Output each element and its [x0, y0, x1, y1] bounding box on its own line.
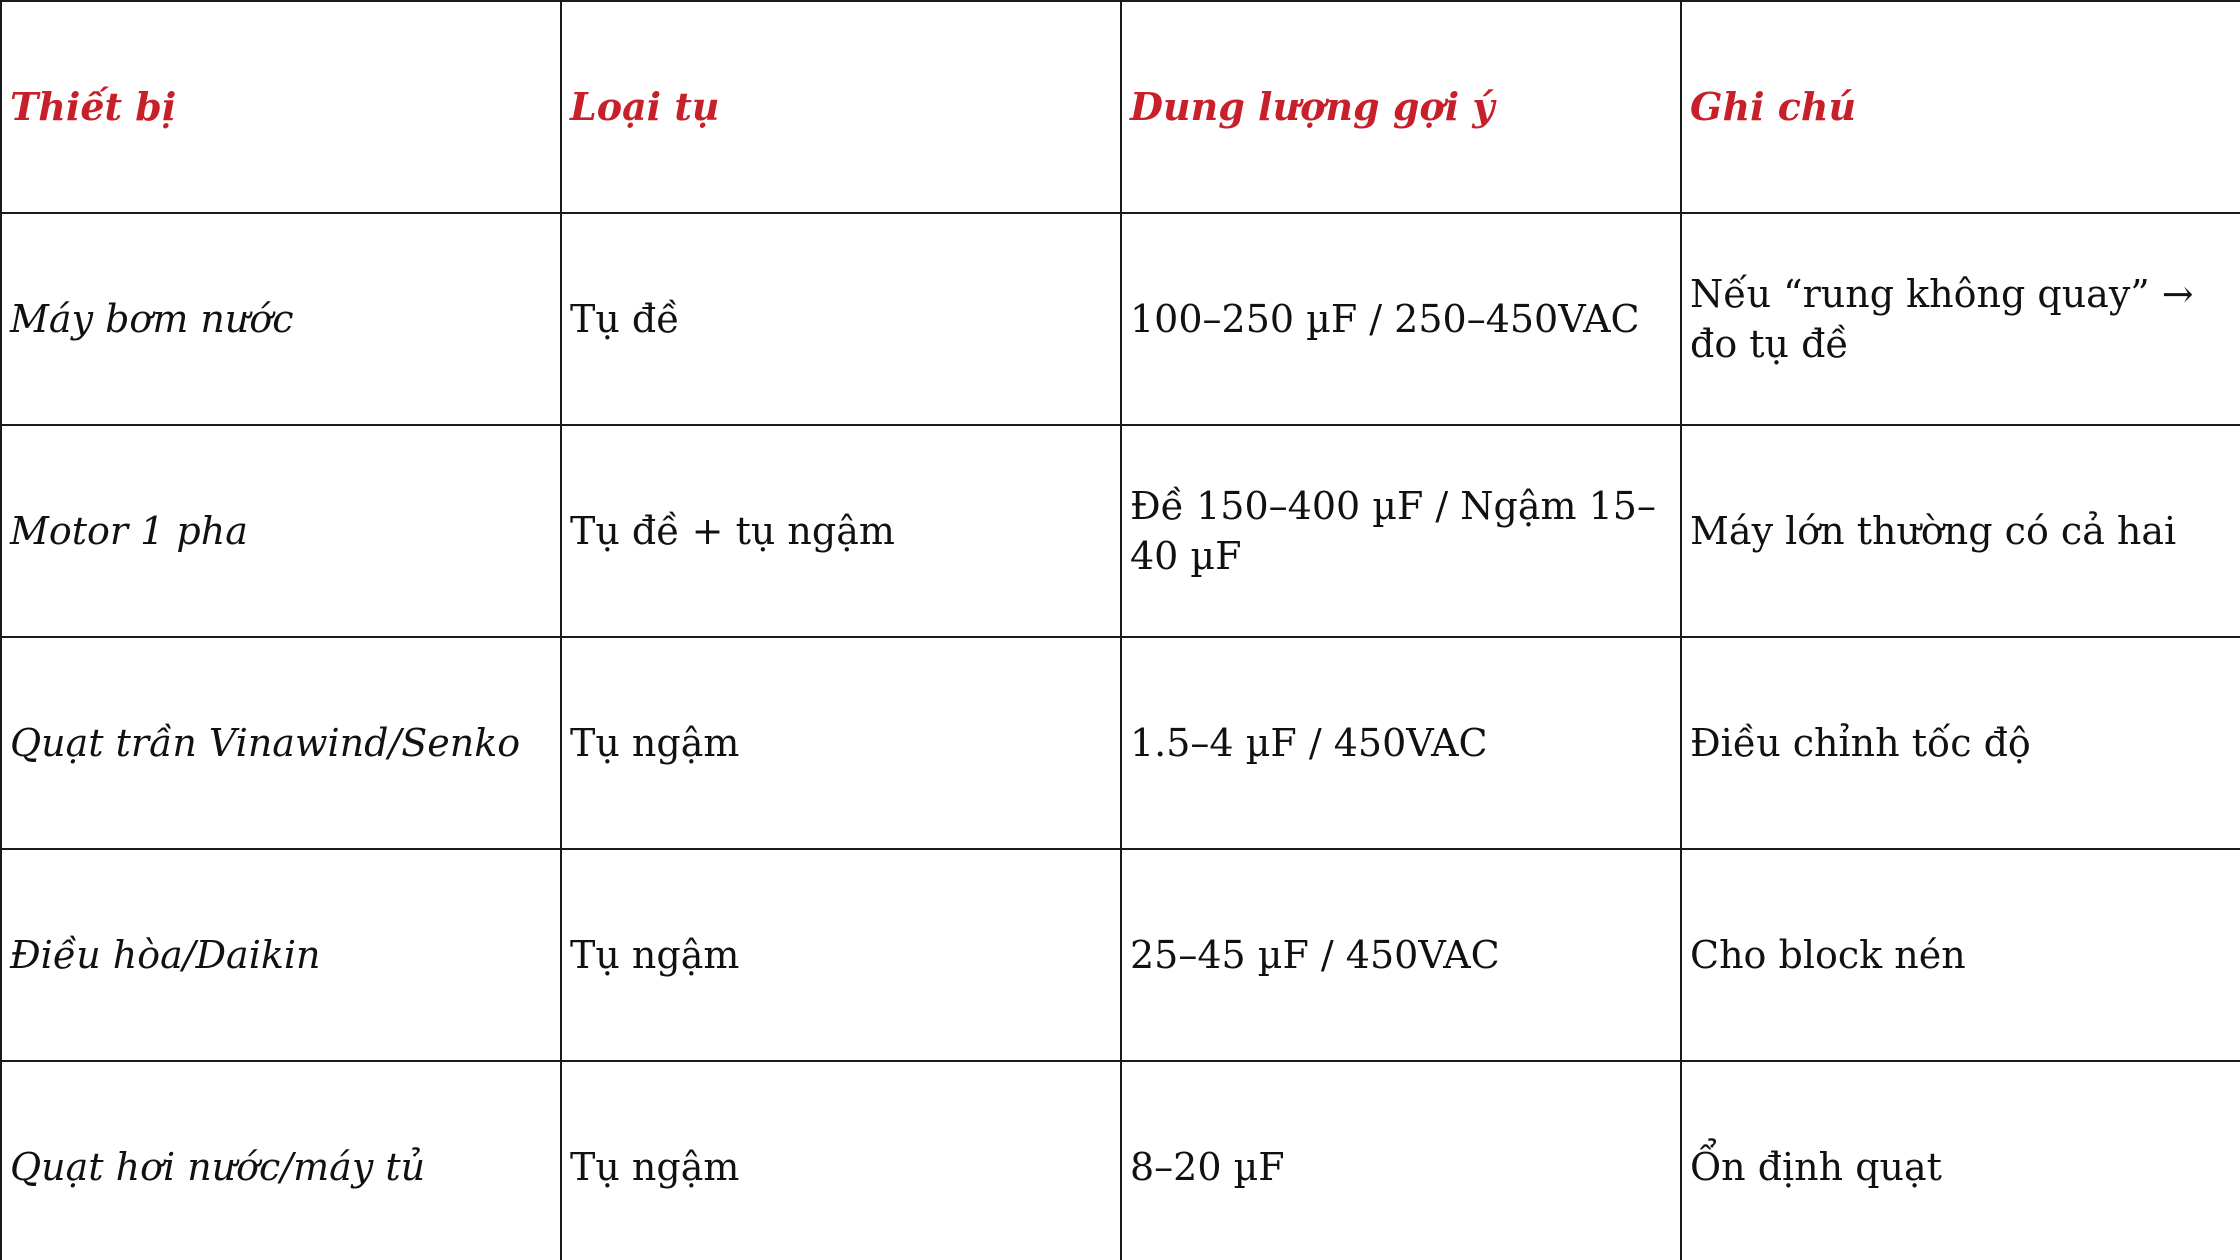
table-row: [1, 637, 2240, 849]
table-row: [1, 849, 2240, 1061]
device-cell: Máy bơm nước: [1, 213, 561, 425]
header-device: Thiết bị: [1, 1, 561, 213]
notes-cell: Cho block nén: [1681, 849, 2240, 1061]
table-row: [1, 213, 2240, 425]
capacity-cell: 25–45 µF / 450VAC: [1121, 849, 1681, 1061]
device-cell: Motor 1 pha: [1, 425, 561, 637]
notes-cell: Máy lớn thường có cả hai: [1681, 425, 2240, 637]
capacitor-type-cell: Tụ đề + tụ ngậm: [561, 425, 1121, 637]
notes-cell: Ổn định quạt: [1681, 1061, 2240, 1260]
capacitor-type-cell: Tụ ngậm: [561, 637, 1121, 849]
notes-cell: Điều chỉnh tốc độ: [1681, 637, 2240, 849]
header-notes: Ghi chú: [1681, 1, 2240, 213]
header-suggested-capacity: Dung lượng gợi ý: [1121, 1, 1681, 213]
capacitor-type-cell: Tụ đề: [561, 213, 1121, 425]
capacity-cell: 8–20 µF: [1121, 1061, 1681, 1260]
capacity-cell: Đề 150–400 µF / Ngậm 15–40 µF: [1121, 425, 1681, 637]
table-row: [1, 425, 2240, 637]
header-capacitor-type: Loại tụ: [561, 1, 1121, 213]
device-cell: Quạt trần Vinawind/Senko: [1, 637, 561, 849]
notes-cell: Nếu “rung không quay” → đo tụ đề: [1681, 213, 2240, 425]
capacity-cell: 1.5–4 µF / 450VAC: [1121, 637, 1681, 849]
device-cell: Điều hòa/Daikin: [1, 849, 561, 1061]
capacitor-type-cell: Tụ ngậm: [561, 849, 1121, 1061]
device-cell: Quạt hơi nước/máy tủ: [1, 1061, 561, 1260]
header-row: [1, 1, 2240, 213]
capacitor-type-cell: Tụ ngậm: [561, 1061, 1121, 1260]
table-row: [1, 1061, 2240, 1260]
capacity-cell: 100–250 µF / 250–450VAC: [1121, 213, 1681, 425]
